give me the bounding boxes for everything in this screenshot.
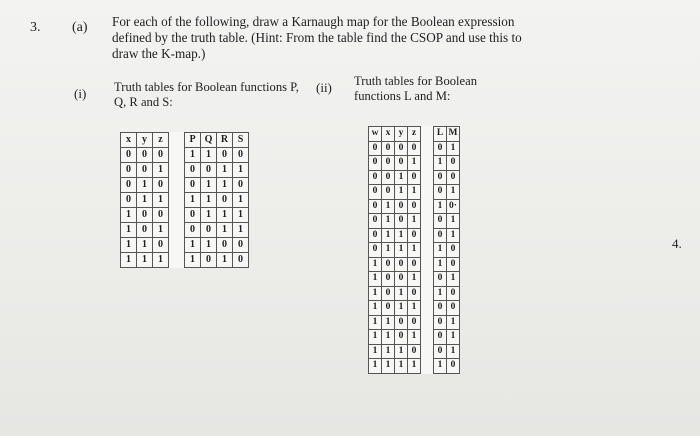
table-cell: 1: [447, 141, 460, 156]
table-cell: 1: [382, 330, 395, 345]
table-cell: 1: [395, 359, 408, 374]
table-cell: 0: [233, 238, 249, 253]
table-cell: 1: [382, 228, 395, 243]
column-gap: [421, 315, 434, 330]
table-row: [369, 257, 460, 272]
table-cell: 0: [408, 199, 421, 214]
header-cell: y: [395, 127, 408, 142]
table-cell: 1: [201, 178, 217, 193]
table-cell: 1: [217, 253, 233, 268]
table-row: [121, 208, 249, 223]
sub-ii-text: Truth tables for Boolean functions L and M:: [354, 74, 478, 103]
table-cell: 0: [185, 208, 201, 223]
question-text: For each of the following, draw a Karnaugh map for the Boolean expression defined by the truth table. (Hint: From the table find the CSOP and use this to draw the K-map.): [112, 14, 522, 61]
table-row: [369, 286, 460, 301]
table-cell: 1: [395, 243, 408, 258]
table-cell: 1: [185, 253, 201, 268]
table-cell: 0: [447, 243, 460, 258]
table-cell: 1: [121, 253, 137, 268]
table-cell: 0: [434, 272, 447, 287]
table-row: [369, 228, 460, 243]
table-row: [369, 243, 460, 258]
table-cell: 1: [408, 301, 421, 316]
table-cell: 0: [233, 253, 249, 268]
table-cell: 0: [395, 272, 408, 287]
table-cell: 1: [382, 359, 395, 374]
table-cell: 0: [382, 185, 395, 200]
table-cell: 1: [137, 253, 153, 268]
column-gap: [169, 208, 185, 223]
table-cell: 0: [369, 214, 382, 229]
truth-table-lm: [368, 126, 460, 374]
table-cell: 0: [408, 141, 421, 156]
table-cell: 1: [201, 193, 217, 208]
header-cell: y: [137, 133, 153, 148]
table-cell: 0: [121, 193, 137, 208]
table-cell: 1: [185, 238, 201, 253]
table-row: [369, 359, 460, 374]
table-row: [369, 185, 460, 200]
column-gap: [421, 344, 434, 359]
header-cell: x: [121, 133, 137, 148]
table-cell: 1: [201, 148, 217, 163]
table-cell: 0: [153, 208, 169, 223]
column-gap: [169, 253, 185, 268]
table-row: [121, 193, 249, 208]
column-gap: [421, 199, 434, 214]
table-cell: 0: [395, 156, 408, 171]
table-cell: 1: [201, 208, 217, 223]
table-cell: 0: [153, 178, 169, 193]
table-cell: 0: [153, 238, 169, 253]
table-cell: 0: [408, 315, 421, 330]
header-cell: Q: [201, 133, 217, 148]
table-cell: 0: [137, 148, 153, 163]
table-row: [121, 253, 249, 268]
table-cell: 1: [369, 344, 382, 359]
table-cell: 1: [434, 257, 447, 272]
table-cell: 1: [153, 163, 169, 178]
table-cell: 1: [369, 359, 382, 374]
table-row: [369, 170, 460, 185]
column-gap: [421, 272, 434, 287]
table-cell: 0: [233, 178, 249, 193]
table-cell: 1: [137, 178, 153, 193]
table-cell: 1: [217, 163, 233, 178]
table-cell: 1: [434, 156, 447, 171]
column-gap: [169, 193, 185, 208]
truth-table-pqrs: [120, 132, 249, 268]
question-part: (a): [72, 20, 88, 35]
column-gap: [421, 330, 434, 345]
table-cell: 1: [382, 214, 395, 229]
column-gap: [421, 141, 434, 156]
table-row: [369, 156, 460, 171]
column-gap: [421, 301, 434, 316]
table-cell: 1: [395, 185, 408, 200]
table-cell: 0: [434, 170, 447, 185]
table-cell: 0: [369, 228, 382, 243]
table-cell: 1: [137, 238, 153, 253]
table-cell: 0: [369, 185, 382, 200]
table-cell: 1: [233, 193, 249, 208]
table-cell: 1: [153, 223, 169, 238]
table-cell: 0: [201, 163, 217, 178]
table-cell: 1: [121, 208, 137, 223]
table-cell: 0: [395, 141, 408, 156]
table-cell: 0: [434, 228, 447, 243]
table-row: [369, 214, 460, 229]
table-cell: 1: [408, 156, 421, 171]
table-cell: 1: [395, 228, 408, 243]
table-cell: 1: [185, 193, 201, 208]
table-cell: 1: [408, 243, 421, 258]
table-cell: 1: [434, 199, 447, 214]
table-cell: 1: [369, 315, 382, 330]
table-cell: 1: [369, 272, 382, 287]
table-cell: 0: [447, 257, 460, 272]
table-cell: 0: [201, 253, 217, 268]
header-cell: L: [434, 127, 447, 142]
table-cell: 0: [382, 257, 395, 272]
table-cell: 1: [434, 359, 447, 374]
table-row: [369, 301, 460, 316]
table-row: [369, 315, 460, 330]
next-question-number: 4.: [672, 236, 682, 251]
header-cell: P: [185, 133, 201, 148]
table-cell: 0: [434, 344, 447, 359]
table-row: [369, 141, 460, 156]
table-cell: 1: [382, 315, 395, 330]
table-cell: 0: [121, 148, 137, 163]
column-gap: [169, 148, 185, 163]
table-cell: 0: [447, 301, 460, 316]
table-cell: 0: [434, 185, 447, 200]
table-cell: 0: [382, 301, 395, 316]
header-cell: z: [408, 127, 421, 142]
table-cell: 0: [121, 178, 137, 193]
table-cell: 1: [434, 286, 447, 301]
column-gap: [421, 170, 434, 185]
table-cell: 0: [369, 243, 382, 258]
sub-i-text: Truth tables for Boolean functions P, Q, R and S:: [114, 80, 299, 109]
table-cell: 0: [434, 330, 447, 345]
table-cell: 0: [137, 223, 153, 238]
table-cell: 1: [369, 286, 382, 301]
header-row: [121, 133, 249, 148]
table-row: [369, 272, 460, 287]
table-cell: 1: [447, 330, 460, 345]
table-cell: 0: [382, 170, 395, 185]
table-cell: 0: [408, 228, 421, 243]
table-row: [121, 163, 249, 178]
table-cell: 0: [217, 148, 233, 163]
table-cell: 0: [447, 156, 460, 171]
table-cell: 1: [447, 185, 460, 200]
table-cell: 0: [447, 359, 460, 374]
table-cell: 1: [408, 330, 421, 345]
sub-ii-label: (ii): [316, 80, 332, 95]
table-cell: 1: [447, 344, 460, 359]
header-cell: M: [447, 127, 460, 142]
table-cell: 0: [447, 170, 460, 185]
table-cell: 1: [395, 286, 408, 301]
table-cell: 0: [395, 330, 408, 345]
table-cell: 1: [153, 253, 169, 268]
table-cell: 1: [382, 199, 395, 214]
table-row: [121, 148, 249, 163]
table-cell: 1: [217, 208, 233, 223]
table-cell: 1: [447, 315, 460, 330]
table-cell: 0: [185, 223, 201, 238]
table-cell: 0: [233, 148, 249, 163]
table-row: [369, 330, 460, 345]
column-gap: [169, 223, 185, 238]
table-cell: 1: [408, 185, 421, 200]
question-number: 3.: [30, 20, 41, 35]
table-cell: 1: [153, 193, 169, 208]
table-cell: 1: [408, 359, 421, 374]
header-cell: R: [217, 133, 233, 148]
table-cell: 1: [395, 301, 408, 316]
table-cell: 0: [395, 214, 408, 229]
table-cell: 0: [434, 301, 447, 316]
table-cell: 0: [121, 163, 137, 178]
table-cell: 0·: [447, 199, 460, 214]
table-cell: 0: [408, 257, 421, 272]
table-cell: 1: [369, 330, 382, 345]
table-cell: 0: [153, 148, 169, 163]
header-cell: x: [382, 127, 395, 142]
table-cell: 0: [434, 214, 447, 229]
column-gap: [169, 133, 185, 148]
table-cell: 1: [233, 163, 249, 178]
table-cell: 1: [408, 272, 421, 287]
table-cell: 1: [408, 214, 421, 229]
table-cell: 1: [382, 344, 395, 359]
table-cell: 1: [185, 148, 201, 163]
table-cell: 0: [217, 238, 233, 253]
table-cell: 0: [434, 141, 447, 156]
column-gap: [169, 178, 185, 193]
table-cell: 1: [369, 301, 382, 316]
table-cell: 0: [369, 141, 382, 156]
table-cell: 1: [447, 228, 460, 243]
table-row: [121, 238, 249, 253]
column-gap: [421, 228, 434, 243]
table-cell: 0: [369, 199, 382, 214]
table-cell: 1: [137, 193, 153, 208]
table-cell: 0: [185, 163, 201, 178]
table-cell: 1: [217, 178, 233, 193]
table-row: [369, 199, 460, 214]
table-cell: 0: [382, 141, 395, 156]
column-gap: [169, 163, 185, 178]
column-gap: [421, 359, 434, 374]
table-cell: 1: [121, 223, 137, 238]
table-cell: 0: [217, 193, 233, 208]
column-gap: [421, 127, 434, 142]
table-row: [121, 223, 249, 238]
column-gap: [421, 257, 434, 272]
column-gap: [421, 156, 434, 171]
table-cell: 1: [233, 208, 249, 223]
column-gap: [421, 214, 434, 229]
table-cell: 1: [233, 223, 249, 238]
table-cell: 1: [447, 214, 460, 229]
header-cell: S: [233, 133, 249, 148]
table-cell: 1: [217, 223, 233, 238]
table-cell: 0: [408, 170, 421, 185]
table-cell: 0: [185, 178, 201, 193]
table-cell: 0: [137, 163, 153, 178]
table-cell: 1: [395, 170, 408, 185]
table-cell: 1: [447, 272, 460, 287]
table-cell: 1: [121, 238, 137, 253]
table-cell: 0: [382, 156, 395, 171]
table-cell: 0: [369, 156, 382, 171]
column-gap: [421, 243, 434, 258]
table-cell: 1: [369, 257, 382, 272]
table-cell: 0: [369, 170, 382, 185]
column-gap: [169, 238, 185, 253]
table-cell: 0: [395, 199, 408, 214]
table-cell: 0: [382, 286, 395, 301]
table-row: [121, 178, 249, 193]
table-cell: 0: [382, 272, 395, 287]
table-cell: 1: [395, 344, 408, 359]
table-cell: 0: [408, 344, 421, 359]
table-cell: 0: [137, 208, 153, 223]
table-cell: 0: [447, 286, 460, 301]
column-gap: [421, 286, 434, 301]
table-cell: 0: [395, 257, 408, 272]
header-cell: w: [369, 127, 382, 142]
table-cell: 0: [395, 315, 408, 330]
table-cell: 0: [408, 286, 421, 301]
table-cell: 0: [201, 223, 217, 238]
table-cell: 1: [382, 243, 395, 258]
sub-i-label: (i): [74, 86, 87, 101]
header-row: [369, 127, 460, 142]
table-row: [369, 344, 460, 359]
header-cell: z: [153, 133, 169, 148]
table-cell: 1: [434, 243, 447, 258]
column-gap: [421, 185, 434, 200]
table-cell: 1: [201, 238, 217, 253]
table-cell: 0: [434, 315, 447, 330]
